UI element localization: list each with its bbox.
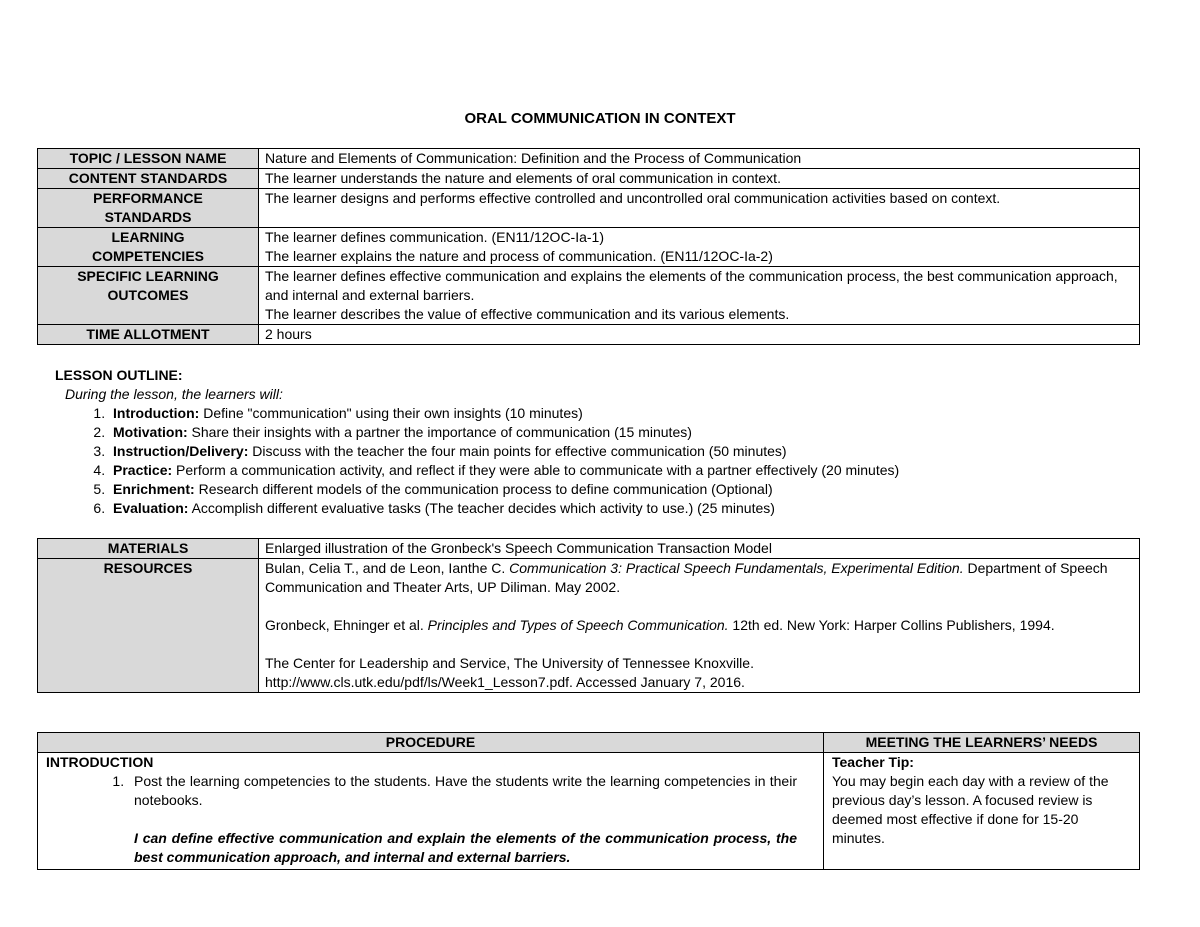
item-term: Enrichment: xyxy=(113,481,195,497)
item-text: Perform a communication activity, and reflect if they were able to communicate with a partner effectively (20 minutes) xyxy=(172,462,900,478)
time-allotment-value: 2 hours xyxy=(259,325,1140,345)
resource-url: http://www.cls.utk.edu/pdf/ls/Week1_Lesson7.pdf. Accessed January 7, 2016. xyxy=(265,674,745,690)
materials-value: Enlarged illustration of the Gronbeck's Speech Communication Transaction Model xyxy=(259,539,1140,559)
item-term: Introduction: xyxy=(113,405,200,421)
document-title: ORAL COMMUNICATION IN CONTEXT xyxy=(464,110,736,127)
lesson-outline xyxy=(55,366,1115,518)
label-line: LEARNING xyxy=(111,229,185,245)
content-standards-label: CONTENT STANDARDS xyxy=(38,169,259,189)
lesson-overview-table xyxy=(37,148,1140,345)
label-line: STANDARDS xyxy=(104,209,192,225)
procedure-cell xyxy=(38,753,824,870)
competency-line: The learner explains the nature and process of communication. (EN11/12OC-Ia-2) xyxy=(265,248,773,264)
label-line: PERFORMANCE xyxy=(93,190,203,206)
resources-label: RESOURCES xyxy=(38,559,259,693)
item-text: Define "communication" using their own insights (10 minutes) xyxy=(199,405,583,421)
performance-standards-label xyxy=(38,189,259,228)
step-emphasis: I can define effective communication and explain the elements of the communication process, the best communication approach, and internal and external barriers. xyxy=(134,830,797,865)
item-term: Instruction/Delivery: xyxy=(113,443,249,459)
table-row xyxy=(38,267,1140,325)
resource-title: Principles and Types of Speech Communication. xyxy=(427,617,729,633)
list-item xyxy=(109,423,1115,442)
procedure-steps xyxy=(46,772,797,867)
topic-label: TOPIC / LESSON NAME xyxy=(38,149,259,169)
item-text: Share their insights with a partner the importance of communication (15 minutes) xyxy=(187,424,692,440)
resource-title: Communication 3: Practical Speech Fundamentals, Experimental Edition. xyxy=(509,560,964,576)
teacher-tip-label: Teacher Tip: xyxy=(832,754,914,770)
resources-value xyxy=(259,559,1140,693)
materials-table xyxy=(37,538,1140,693)
table-row xyxy=(38,325,1140,345)
table-header-row xyxy=(38,733,1140,753)
table-row xyxy=(38,559,1140,693)
learners-needs-cell xyxy=(824,753,1140,870)
table-row xyxy=(38,228,1140,267)
item-text: Discuss with the teacher the four main points for effective communication (50 minutes) xyxy=(248,443,787,459)
item-term: Evaluation: xyxy=(113,500,189,516)
resource-entry xyxy=(265,559,1133,597)
learners-needs-header: MEETING THE LEARNERS’ NEEDS xyxy=(824,733,1140,753)
teacher-tip-text: You may begin each day with a review of the previous day’s lesson. A focused review is deemed most effective if done for 15-20 minutes. xyxy=(832,773,1109,846)
table-row xyxy=(38,169,1140,189)
label-line: SPECIFIC LEARNING xyxy=(77,268,219,284)
procedure-header: PROCEDURE xyxy=(38,733,824,753)
table-row xyxy=(38,149,1140,169)
performance-standards-value: The learner designs and performs effective controlled and uncontrolled oral communication activities based on context. xyxy=(259,189,1140,228)
procedure-table xyxy=(37,732,1140,870)
time-allotment-label: TIME ALLOTMENT xyxy=(38,325,259,345)
resource-text: The Center for Leadership and Service, The University of Tennessee Knoxville. xyxy=(265,655,754,671)
specific-outcomes-label xyxy=(38,267,259,325)
item-text: Accomplish different evaluative tasks (The teacher decides which activity to use.) (25 minutes) xyxy=(188,500,775,516)
step-text: 1. Post the learning competencies to the students. Have the students write the learning competencies in their notebooks. xyxy=(134,773,797,808)
content-standards-value: The learner understands the nature and elements of oral communication in context. xyxy=(259,169,1140,189)
list-item xyxy=(109,442,1115,461)
lesson-outline-intro: During the lesson, the learners will: xyxy=(65,386,283,402)
learning-competencies-label xyxy=(38,228,259,267)
topic-value: Nature and Elements of Communication: Definition and the Process of Communication xyxy=(259,149,1140,169)
item-term: Practice: xyxy=(113,462,173,478)
resource-entry xyxy=(265,616,1133,635)
lesson-outline-list xyxy=(55,404,1115,518)
outcome-line: The learner describes the value of effective communication and its various elements. xyxy=(265,306,790,322)
list-item xyxy=(128,772,797,867)
list-item xyxy=(109,461,1115,480)
table-row xyxy=(38,189,1140,228)
table-row xyxy=(38,753,1140,870)
resource-text: Gronbeck, Ehninger et al. xyxy=(265,617,428,633)
resource-text: Bulan, Celia T., and de Leon, Ianthe C. xyxy=(265,560,510,576)
list-item xyxy=(109,404,1115,423)
resource-text: Department of Speech Communication and Theater Arts, UP Diliman. May 2002. xyxy=(265,560,1108,595)
table-row xyxy=(38,539,1140,559)
item-text: Research different models of the communication process to define communication (Optional) xyxy=(194,481,773,497)
resource-entry xyxy=(265,654,1133,692)
item-term: Motivation: xyxy=(113,424,188,440)
competency-line: The learner defines communication. (EN11/12OC-Ia-1) xyxy=(265,229,605,245)
specific-outcomes-value xyxy=(259,267,1140,325)
list-item xyxy=(109,480,1115,499)
list-item xyxy=(109,499,1115,518)
outcome-line: The learner defines effective communication and explains the elements of the communication process, the best communication approach, and internal and external barriers. xyxy=(265,268,1118,303)
learning-competencies-value xyxy=(259,228,1140,267)
section-heading: INTRODUCTION xyxy=(46,754,154,770)
label-line: OUTCOMES xyxy=(107,287,189,303)
resource-text: 12th ed. New York: Harper Collins Publishers, 1994. xyxy=(728,617,1055,633)
lesson-outline-heading: LESSON OUTLINE: xyxy=(55,367,183,383)
label-line: COMPETENCIES xyxy=(91,248,204,264)
materials-label: MATERIALS xyxy=(38,539,259,559)
